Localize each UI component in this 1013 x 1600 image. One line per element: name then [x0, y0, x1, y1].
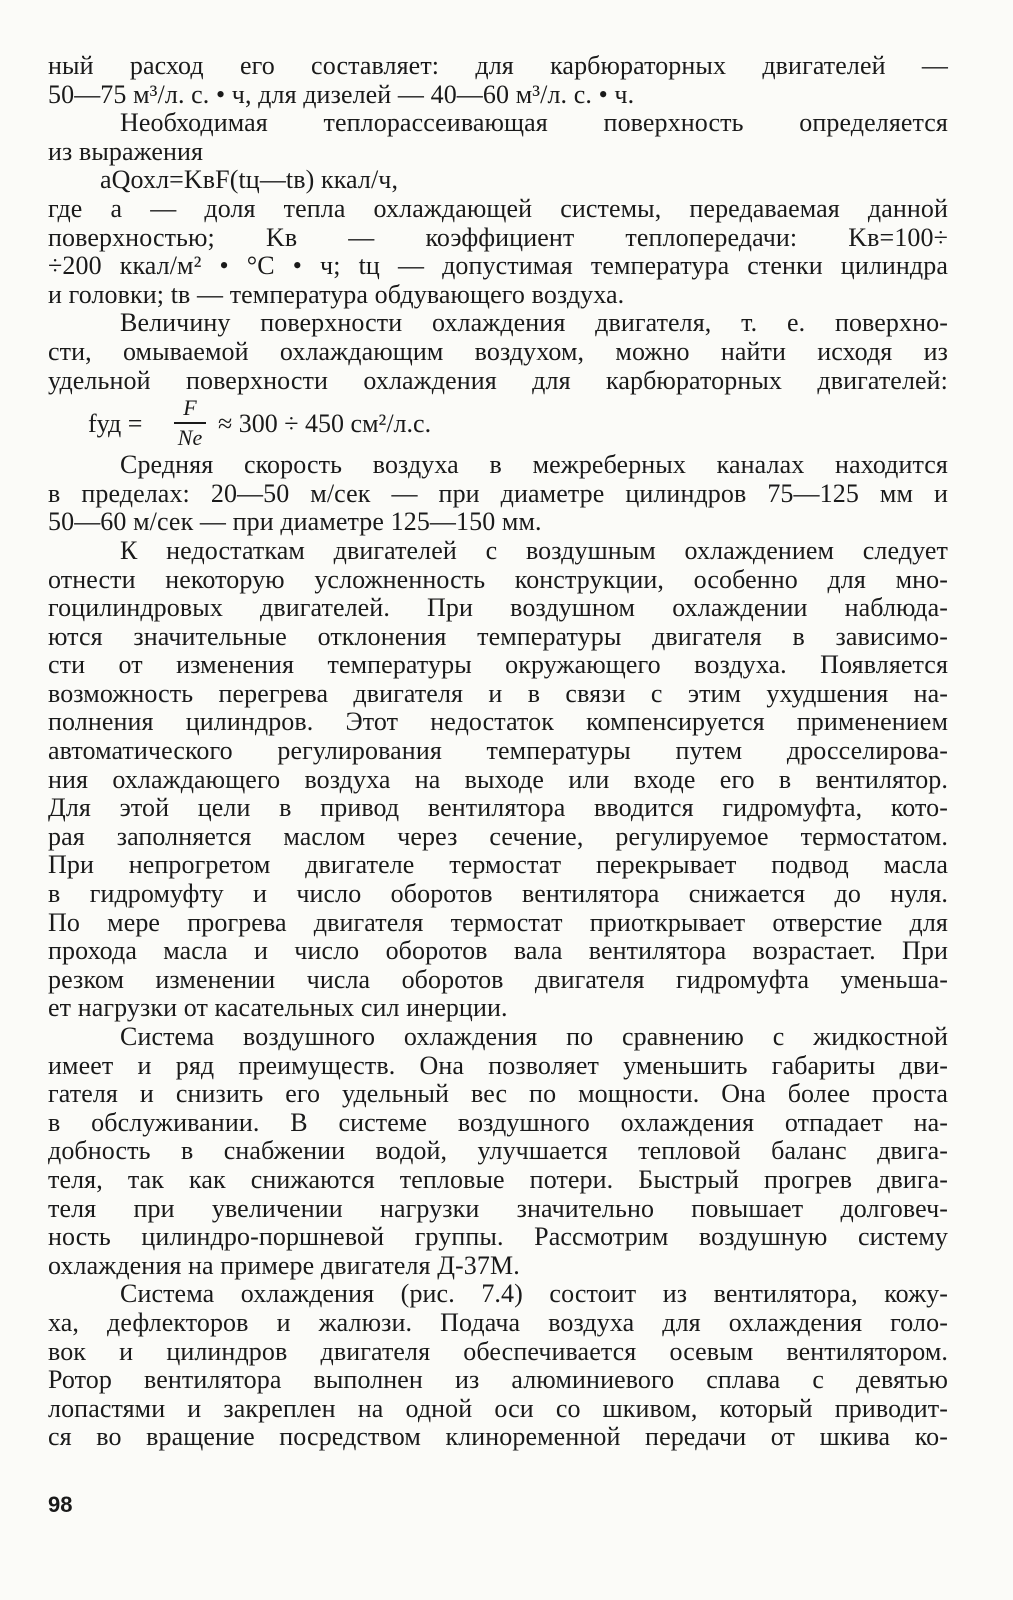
text-line: Система охлаждения (рис. 7.4) состоит из вентилятора, кожу- — [120, 1279, 948, 1309]
text-line: сти, омываемой охлаждающим воздухом, можно найти исходя из — [48, 336, 948, 366]
text-line: отнести некоторую усложненность конструкции, особенно для мно- — [48, 564, 948, 594]
text-line: Средняя скорость воздуха в межреберных каналах находится — [120, 450, 948, 480]
text-line: теля, так как снижаются тепловые потери. Быстрый прогрев двига- — [48, 1164, 948, 1194]
text-line: гателя и снизить его удельный вес по мощности. Она более проста — [48, 1079, 948, 1109]
text-line: ный расход его составляет: для карбюраторных двигателей — — [48, 51, 948, 80]
text-line: теля при увеличении нагрузки значительно повышает долговеч- — [48, 1193, 948, 1223]
text-line: добность в снабжении водой, улучшается тепловой баланс двига- — [48, 1136, 948, 1166]
text-line: 50—75 м³/л. с. • ч, для дизелей — 40—60 м³/л. с. • ч. — [48, 79, 635, 109]
text-line: в гидромуфту и число оборотов вентилятора снижается до нуля. — [48, 879, 948, 909]
text-line: в обслуживании. В системе воздушного охлаждения отпадает на- — [48, 1107, 948, 1137]
text-line: лопастями и закреплен на одной оси со шкивом, который приводит- — [48, 1393, 948, 1423]
text-line: гоцилиндровых двигателей. При воздушном охлаждении наблюда- — [48, 593, 948, 623]
text-line: в пределах: 20—50 м/сек — при диаметре цилиндров 75—125 мм и — [48, 478, 948, 508]
formula-lhs: fуд = — [88, 409, 143, 439]
text-line: Величину поверхности охлаждения двигателя, т. е. поверхно- — [120, 308, 948, 338]
formula-numerator: F — [183, 395, 197, 421]
text-line: автоматического регулирования температуры путем дросселирова- — [48, 736, 948, 766]
formula-denominator: Ne — [177, 424, 203, 450]
text-line: По мере прогрева двигателя термостат приоткрывает отверстие для — [48, 907, 948, 937]
text-line: рая заполняется маслом через сечение, регулируемое термостатом. — [48, 821, 948, 851]
text-line: полнения цилиндров. Этот недостаток компенсируется применением — [48, 707, 948, 737]
text-line: ния охлаждающего воздуха на выходе или входе его в вентилятор. — [48, 764, 948, 794]
text-line: удельной поверхности охлаждения для карбюраторных двигателей: — [48, 365, 948, 395]
formula-specific-surface — [48, 395, 948, 451]
text-line: ÷200 ккал/м² • °C • ч; tц — допустимая температура стенки цилиндра — [48, 251, 948, 281]
text-line: Система воздушного охлаждения по сравнению с жидкостной — [120, 1022, 948, 1051]
text-line: ность цилиндро-поршневой группы. Рассмотрим воздушную систему — [48, 1222, 948, 1252]
text-line: сти от изменения температуры окружающего воздуха. Появляется — [48, 650, 948, 680]
text-line: ются значительные отклонения температуры двигателя в зависимо- — [48, 621, 948, 651]
text-line: ха, дефлекторов и жалюзи. Подача воздуха для охлаждения голо- — [48, 1307, 948, 1337]
text-line: поверхностью; Kв — коэффициент теплопередачи: Kв=100÷ — [48, 222, 948, 252]
text-line: имеет и ряд преимуществ. Она позволяет уменьшить габариты дви- — [48, 1050, 948, 1080]
text-line: Ротор вентилятора выполнен из алюминиевого сплава с девятью — [48, 1365, 948, 1395]
formula-heat: aQохл=KвF(tц—tв) ккал/ч, — [100, 165, 399, 195]
text-line: К недостаткам двигателей с воздушным охлаждением следует — [120, 535, 948, 565]
formula-rhs: ≈ 300 ÷ 450 см²/л.с. — [218, 409, 432, 439]
text-line: резком изменении числа оборотов двигателя гидромуфта уменьша- — [48, 964, 948, 994]
text-line: ся во вращение посредством клиноременной передачи от шкива ко- — [48, 1422, 948, 1452]
text-line: Необходимая теплорассеивающая поверхность определяется — [120, 108, 948, 138]
text-line: вок и цилиндров двигателя обеспечивается осевым вентилятором. — [48, 1336, 948, 1366]
text-line: охлаждения на примере двигателя Д-37М. — [48, 1250, 520, 1280]
text-line: и головки; tв — температура обдувающего воздуха. — [48, 279, 625, 309]
page-number: 98 — [48, 1492, 73, 1517]
fraction-bar — [174, 422, 206, 424]
text-line: При непрогретом двигателе термостат перекрывает подвод масла — [48, 850, 948, 880]
formula-fraction — [172, 395, 208, 451]
text-line: из выражения — [48, 136, 204, 166]
text-line: 50—60 м/сек — при диаметре 125—150 мм. — [48, 507, 542, 537]
page-body — [48, 52, 948, 1452]
text-line: прохода масла и число оборотов вала вентилятора возрастает. При — [48, 936, 948, 966]
text-line: Для этой цели в привод вентилятора вводится гидромуфта, кото- — [48, 793, 948, 823]
text-line: возможность перегрева двигателя и в связи с этим ухудшения на- — [48, 678, 948, 708]
text-line: где a — доля тепла охлаждающей системы, передаваемая данной — [48, 193, 948, 223]
text-line: ет нагрузки от касательных сил инерции. — [48, 993, 508, 1023]
